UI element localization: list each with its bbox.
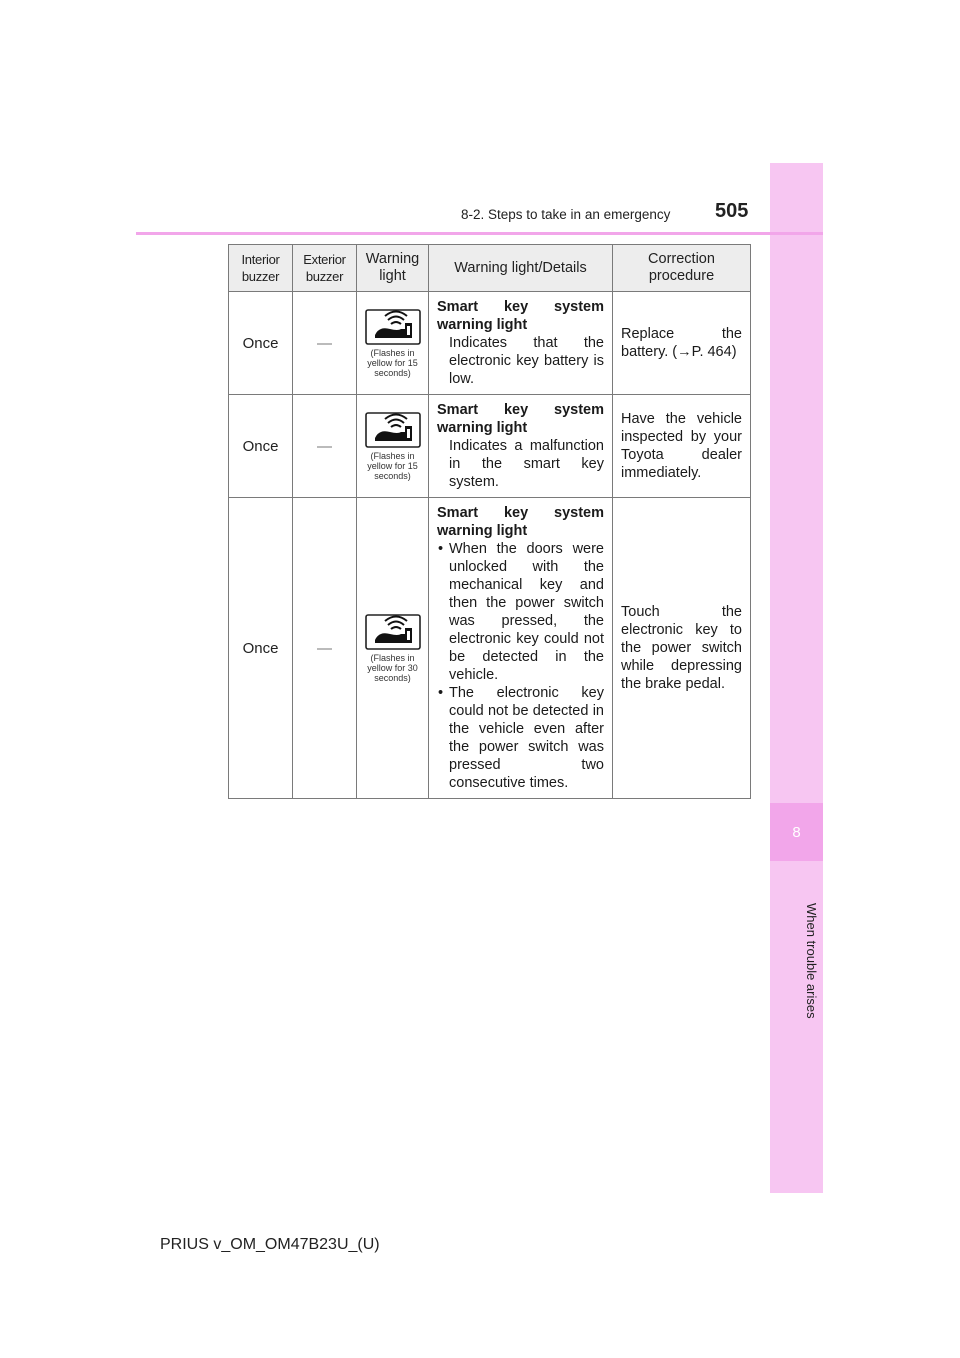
smart-key-warning-icon: [365, 614, 421, 650]
exterior-buzzer-cell: —: [293, 395, 357, 498]
details-description: Indicates a malfunction in the smart key system.: [449, 438, 604, 490]
correction-cell: Replace the battery. (→P. 464): [613, 292, 751, 395]
details-title: Smart key system warning light: [437, 505, 604, 539]
flash-note: (Flashes in yellow for 15 seconds): [367, 347, 418, 378]
details-cell: [429, 292, 613, 395]
warning-light-cell: [357, 498, 429, 799]
smart-key-warning-icon: [365, 412, 421, 448]
exterior-buzzer-cell: —: [293, 292, 357, 395]
exterior-buzzer-cell: —: [293, 498, 357, 799]
chapter-title: When trouble arises: [804, 903, 819, 1019]
table-row: [229, 395, 751, 498]
details-cell: [429, 395, 613, 498]
warning-light-cell: [357, 395, 429, 498]
details-bullet-list: [437, 540, 604, 792]
table-row: [229, 498, 751, 799]
details-title: Smart key system warning light: [437, 299, 604, 333]
header-divider: [136, 232, 823, 235]
details-bullet: • The electronic key could not be detected in the vehicle even after the power switch was pressed two consecutive times.: [437, 684, 604, 792]
details-description: Indicates that the electronic key battery is low.: [449, 335, 604, 387]
interior-buzzer-cell: Once: [229, 395, 293, 498]
manual-id: PRIUS v_OM_OM47B23U_(U): [160, 1236, 380, 1253]
correction-cell: Touch the electronic key to the power switch while depressing the brake pedal.: [613, 498, 751, 799]
col-header-exterior-buzzer: Exterior buzzer: [293, 245, 357, 292]
warning-light-table: [228, 244, 751, 799]
flash-note: (Flashes in yellow for 15 seconds): [367, 450, 418, 481]
page-number: 505: [715, 200, 749, 222]
flash-note: (Flashes in yellow for 30 seconds): [367, 652, 418, 683]
correction-cell: Have the vehicle inspected by your Toyota dealer immediately.: [613, 395, 751, 498]
section-header: 8-2. Steps to take in an emergency: [461, 207, 671, 222]
details-cell: [429, 498, 613, 799]
table-row: [229, 292, 751, 395]
chapter-number: 8: [770, 803, 823, 861]
warning-light-cell: [357, 292, 429, 395]
col-header-correction: Correction procedure: [613, 245, 751, 292]
details-bullet: • When the doors were unlocked with the mechanical key and then the power switch was pressed, the electronic key could not be detected in the vehicle.: [437, 540, 604, 684]
col-header-details: Warning light/Details: [429, 245, 613, 292]
details-title: Smart key system warning light: [437, 402, 604, 436]
smart-key-warning-icon: [365, 309, 421, 345]
interior-buzzer-cell: Once: [229, 292, 293, 395]
col-header-interior-buzzer: Interior buzzer: [229, 245, 293, 292]
table-header-row: [229, 245, 751, 292]
chapter-side-tab: [770, 163, 823, 1193]
interior-buzzer-cell: Once: [229, 498, 293, 799]
col-header-warning-light: Warning light: [357, 245, 429, 292]
